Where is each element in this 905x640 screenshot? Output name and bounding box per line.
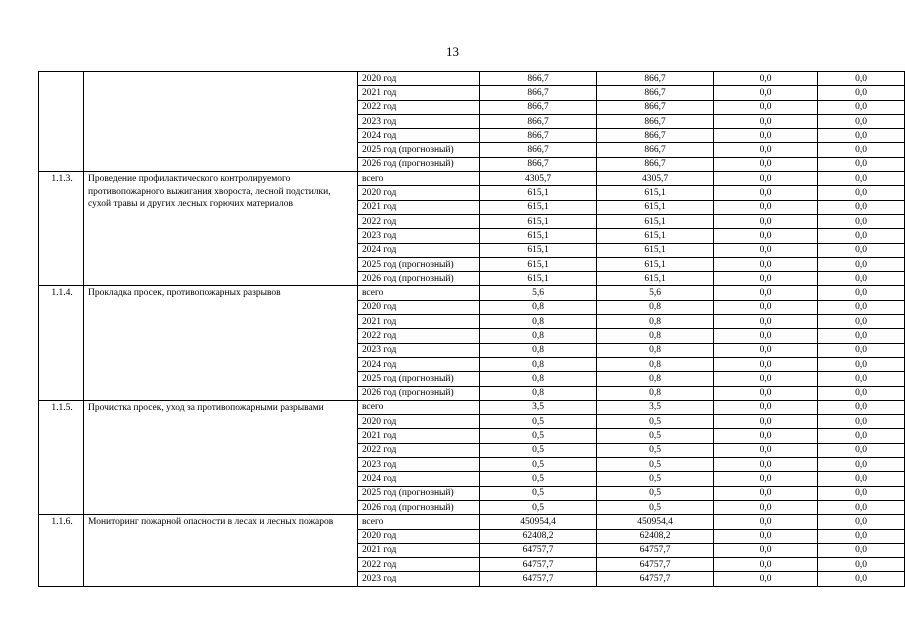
period-cell: 2025 год (прогнозный) bbox=[358, 143, 480, 157]
period-cell: 2021 год bbox=[358, 315, 480, 329]
total-cell: 64757,7 bbox=[480, 572, 597, 586]
regional-budget-cell: 615,1 bbox=[597, 257, 714, 271]
total-cell: 5,6 bbox=[480, 286, 597, 300]
regional-budget-cell: 866,7 bbox=[597, 72, 714, 86]
other-sources-cell: 0,0 bbox=[818, 172, 905, 186]
other-sources-cell: 0,0 bbox=[818, 372, 905, 386]
item-number-cell: 1.1.4. bbox=[39, 286, 84, 400]
regional-budget-cell: 64757,7 bbox=[597, 543, 714, 557]
federal-budget-cell: 0,0 bbox=[714, 72, 818, 86]
federal-budget-cell: 0,0 bbox=[714, 372, 818, 386]
regional-budget-cell: 0,5 bbox=[597, 486, 714, 500]
federal-budget-cell: 0,0 bbox=[714, 558, 818, 572]
federal-budget-cell: 0,0 bbox=[714, 172, 818, 186]
period-cell: 2022 год bbox=[358, 100, 480, 114]
other-sources-cell: 0,0 bbox=[818, 472, 905, 486]
total-cell: 0,5 bbox=[480, 500, 597, 514]
table-row bbox=[39, 400, 905, 414]
item-name-cell bbox=[84, 72, 358, 172]
total-cell: 0,5 bbox=[480, 429, 597, 443]
period-cell: всего bbox=[358, 400, 480, 414]
federal-budget-cell: 0,0 bbox=[714, 129, 818, 143]
total-cell: 866,7 bbox=[480, 100, 597, 114]
other-sources-cell: 0,0 bbox=[818, 458, 905, 472]
period-cell: 2023 год bbox=[358, 114, 480, 128]
other-sources-cell: 0,0 bbox=[818, 100, 905, 114]
other-sources-cell: 0,0 bbox=[818, 415, 905, 429]
regional-budget-cell: 866,7 bbox=[597, 114, 714, 128]
federal-budget-cell: 0,0 bbox=[714, 543, 818, 557]
period-cell: 2025 год (прогнозный) bbox=[358, 257, 480, 271]
total-cell: 0,5 bbox=[480, 472, 597, 486]
federal-budget-cell: 0,0 bbox=[714, 443, 818, 457]
period-cell: 2022 год bbox=[358, 558, 480, 572]
regional-budget-cell: 450954,4 bbox=[597, 515, 714, 529]
federal-budget-cell: 0,0 bbox=[714, 315, 818, 329]
total-cell: 0,5 bbox=[480, 443, 597, 457]
regional-budget-cell: 0,5 bbox=[597, 429, 714, 443]
total-cell: 64757,7 bbox=[480, 543, 597, 557]
period-cell: 2022 год bbox=[358, 443, 480, 457]
regional-budget-cell: 0,5 bbox=[597, 443, 714, 457]
period-cell: 2022 год bbox=[358, 329, 480, 343]
period-cell: 2026 год (прогнозный) bbox=[358, 272, 480, 286]
federal-budget-cell: 0,0 bbox=[714, 100, 818, 114]
period-cell: 2024 год bbox=[358, 129, 480, 143]
other-sources-cell: 0,0 bbox=[818, 129, 905, 143]
total-cell: 0,8 bbox=[480, 357, 597, 371]
item-name-cell: Проведение профилактического контролируемого противопожарного выжигания хвороста, лесной подстилки, сухой травы и других лесных горючих материалов bbox=[84, 172, 358, 286]
period-cell: всего bbox=[358, 172, 480, 186]
total-cell: 615,1 bbox=[480, 186, 597, 200]
regional-budget-cell: 64757,7 bbox=[597, 572, 714, 586]
period-cell: 2024 год bbox=[358, 472, 480, 486]
period-cell: 2025 год (прогнозный) bbox=[358, 372, 480, 386]
other-sources-cell: 0,0 bbox=[818, 272, 905, 286]
regional-budget-cell: 0,8 bbox=[597, 300, 714, 314]
period-cell: 2020 год bbox=[358, 415, 480, 429]
other-sources-cell: 0,0 bbox=[818, 486, 905, 500]
period-cell: 2024 год bbox=[358, 243, 480, 257]
item-number-cell: 1.1.3. bbox=[39, 172, 84, 286]
other-sources-cell: 0,0 bbox=[818, 443, 905, 457]
period-cell: всего bbox=[358, 515, 480, 529]
total-cell: 866,7 bbox=[480, 143, 597, 157]
other-sources-cell: 0,0 bbox=[818, 572, 905, 586]
federal-budget-cell: 0,0 bbox=[714, 515, 818, 529]
federal-budget-cell: 0,0 bbox=[714, 272, 818, 286]
other-sources-cell: 0,0 bbox=[818, 143, 905, 157]
period-cell: 2021 год bbox=[358, 543, 480, 557]
regional-budget-cell: 866,7 bbox=[597, 157, 714, 171]
total-cell: 0,8 bbox=[480, 386, 597, 400]
other-sources-cell: 0,0 bbox=[818, 343, 905, 357]
other-sources-cell: 0,0 bbox=[818, 515, 905, 529]
table-row bbox=[39, 286, 905, 300]
regional-budget-cell: 4305,7 bbox=[597, 172, 714, 186]
table-row bbox=[39, 172, 905, 186]
period-cell: 2020 год bbox=[358, 186, 480, 200]
regional-budget-cell: 866,7 bbox=[597, 86, 714, 100]
total-cell: 866,7 bbox=[480, 129, 597, 143]
federal-budget-cell: 0,0 bbox=[714, 572, 818, 586]
total-cell: 615,1 bbox=[480, 214, 597, 228]
other-sources-cell: 0,0 bbox=[818, 543, 905, 557]
other-sources-cell: 0,0 bbox=[818, 558, 905, 572]
other-sources-cell: 0,0 bbox=[818, 429, 905, 443]
table-row bbox=[39, 515, 905, 529]
federal-budget-cell: 0,0 bbox=[714, 429, 818, 443]
item-name-cell: Прокладка просек, противопожарных разрывов bbox=[84, 286, 358, 400]
regional-budget-cell: 0,8 bbox=[597, 329, 714, 343]
federal-budget-cell: 0,0 bbox=[714, 114, 818, 128]
regional-budget-cell: 3,5 bbox=[597, 400, 714, 414]
regional-budget-cell: 866,7 bbox=[597, 143, 714, 157]
other-sources-cell: 0,0 bbox=[818, 186, 905, 200]
period-cell: 2024 год bbox=[358, 357, 480, 371]
federal-budget-cell: 0,0 bbox=[714, 529, 818, 543]
total-cell: 866,7 bbox=[480, 72, 597, 86]
other-sources-cell: 0,0 bbox=[818, 86, 905, 100]
period-cell: 2022 год bbox=[358, 214, 480, 228]
federal-budget-cell: 0,0 bbox=[714, 486, 818, 500]
other-sources-cell: 0,0 bbox=[818, 286, 905, 300]
federal-budget-cell: 0,0 bbox=[714, 357, 818, 371]
federal-budget-cell: 0,0 bbox=[714, 86, 818, 100]
total-cell: 615,1 bbox=[480, 257, 597, 271]
period-cell: 2025 год (прогнозный) bbox=[358, 486, 480, 500]
regional-budget-cell: 0,5 bbox=[597, 472, 714, 486]
total-cell: 615,1 bbox=[480, 272, 597, 286]
regional-budget-cell: 866,7 bbox=[597, 100, 714, 114]
federal-budget-cell: 0,0 bbox=[714, 343, 818, 357]
period-cell: 2023 год bbox=[358, 343, 480, 357]
regional-budget-cell: 5,6 bbox=[597, 286, 714, 300]
period-cell: 2026 год (прогнозный) bbox=[358, 500, 480, 514]
total-cell: 0,8 bbox=[480, 300, 597, 314]
total-cell: 615,1 bbox=[480, 229, 597, 243]
federal-budget-cell: 0,0 bbox=[714, 500, 818, 514]
other-sources-cell: 0,0 bbox=[818, 229, 905, 243]
total-cell: 0,8 bbox=[480, 315, 597, 329]
period-cell: всего bbox=[358, 286, 480, 300]
other-sources-cell: 0,0 bbox=[818, 114, 905, 128]
other-sources-cell: 0,0 bbox=[818, 400, 905, 414]
total-cell: 866,7 bbox=[480, 157, 597, 171]
regional-budget-cell: 64757,7 bbox=[597, 558, 714, 572]
period-cell: 2020 год bbox=[358, 72, 480, 86]
regional-budget-cell: 0,5 bbox=[597, 415, 714, 429]
other-sources-cell: 0,0 bbox=[818, 157, 905, 171]
federal-budget-cell: 0,0 bbox=[714, 143, 818, 157]
federal-budget-cell: 0,0 bbox=[714, 329, 818, 343]
total-cell: 0,8 bbox=[480, 372, 597, 386]
period-cell: 2021 год bbox=[358, 429, 480, 443]
period-cell: 2026 год (прогнозный) bbox=[358, 157, 480, 171]
total-cell: 62408,2 bbox=[480, 529, 597, 543]
total-cell: 615,1 bbox=[480, 200, 597, 214]
federal-budget-cell: 0,0 bbox=[714, 243, 818, 257]
regional-budget-cell: 615,1 bbox=[597, 214, 714, 228]
other-sources-cell: 0,0 bbox=[818, 500, 905, 514]
table-body bbox=[39, 72, 905, 587]
regional-budget-cell: 0,8 bbox=[597, 386, 714, 400]
total-cell: 866,7 bbox=[480, 114, 597, 128]
other-sources-cell: 0,0 bbox=[818, 329, 905, 343]
total-cell: 0,5 bbox=[480, 486, 597, 500]
period-cell: 2021 год bbox=[358, 86, 480, 100]
federal-budget-cell: 0,0 bbox=[714, 286, 818, 300]
other-sources-cell: 0,0 bbox=[818, 257, 905, 271]
regional-budget-cell: 0,8 bbox=[597, 343, 714, 357]
regional-budget-cell: 615,1 bbox=[597, 200, 714, 214]
total-cell: 0,5 bbox=[480, 415, 597, 429]
period-cell: 2021 год bbox=[358, 200, 480, 214]
federal-budget-cell: 0,0 bbox=[714, 386, 818, 400]
regional-budget-cell: 62408,2 bbox=[597, 529, 714, 543]
other-sources-cell: 0,0 bbox=[818, 200, 905, 214]
other-sources-cell: 0,0 bbox=[818, 357, 905, 371]
other-sources-cell: 0,0 bbox=[818, 214, 905, 228]
item-name-cell: Прочистка просек, уход за противопожарными разрывами bbox=[84, 400, 358, 514]
regional-budget-cell: 0,8 bbox=[597, 315, 714, 329]
period-cell: 2026 год (прогнозный) bbox=[358, 386, 480, 400]
table-row bbox=[39, 72, 905, 86]
federal-budget-cell: 0,0 bbox=[714, 400, 818, 414]
total-cell: 0,8 bbox=[480, 329, 597, 343]
federal-budget-cell: 0,0 bbox=[714, 257, 818, 271]
total-cell: 0,8 bbox=[480, 343, 597, 357]
federal-budget-cell: 0,0 bbox=[714, 458, 818, 472]
other-sources-cell: 0,0 bbox=[818, 386, 905, 400]
total-cell: 450954,4 bbox=[480, 515, 597, 529]
regional-budget-cell: 0,8 bbox=[597, 357, 714, 371]
other-sources-cell: 0,0 bbox=[818, 243, 905, 257]
total-cell: 4305,7 bbox=[480, 172, 597, 186]
regional-budget-cell: 0,5 bbox=[597, 458, 714, 472]
total-cell: 866,7 bbox=[480, 86, 597, 100]
federal-budget-cell: 0,0 bbox=[714, 472, 818, 486]
regional-budget-cell: 0,8 bbox=[597, 372, 714, 386]
federal-budget-cell: 0,0 bbox=[714, 300, 818, 314]
item-number-cell: 1.1.6. bbox=[39, 515, 84, 586]
period-cell: 2020 год bbox=[358, 300, 480, 314]
item-number-cell bbox=[39, 72, 84, 172]
federal-budget-cell: 0,0 bbox=[714, 186, 818, 200]
total-cell: 0,5 bbox=[480, 458, 597, 472]
total-cell: 64757,7 bbox=[480, 558, 597, 572]
item-name-cell: Мониторинг пожарной опасности в лесах и лесных пожаров bbox=[84, 515, 358, 586]
period-cell: 2023 год bbox=[358, 572, 480, 586]
other-sources-cell: 0,0 bbox=[818, 300, 905, 314]
period-cell: 2020 год bbox=[358, 529, 480, 543]
program-table bbox=[38, 71, 905, 587]
regional-budget-cell: 615,1 bbox=[597, 272, 714, 286]
other-sources-cell: 0,0 bbox=[818, 72, 905, 86]
period-cell: 2023 год bbox=[358, 458, 480, 472]
federal-budget-cell: 0,0 bbox=[714, 157, 818, 171]
federal-budget-cell: 0,0 bbox=[714, 214, 818, 228]
other-sources-cell: 0,0 bbox=[818, 529, 905, 543]
regional-budget-cell: 866,7 bbox=[597, 129, 714, 143]
page-number: 13 bbox=[446, 44, 459, 59]
federal-budget-cell: 0,0 bbox=[714, 415, 818, 429]
federal-budget-cell: 0,0 bbox=[714, 200, 818, 214]
regional-budget-cell: 0,5 bbox=[597, 500, 714, 514]
total-cell: 3,5 bbox=[480, 400, 597, 414]
regional-budget-cell: 615,1 bbox=[597, 229, 714, 243]
total-cell: 615,1 bbox=[480, 243, 597, 257]
period-cell: 2023 год bbox=[358, 229, 480, 243]
federal-budget-cell: 0,0 bbox=[714, 229, 818, 243]
regional-budget-cell: 615,1 bbox=[597, 186, 714, 200]
other-sources-cell: 0,0 bbox=[818, 315, 905, 329]
regional-budget-cell: 615,1 bbox=[597, 243, 714, 257]
item-number-cell: 1.1.5. bbox=[39, 400, 84, 514]
